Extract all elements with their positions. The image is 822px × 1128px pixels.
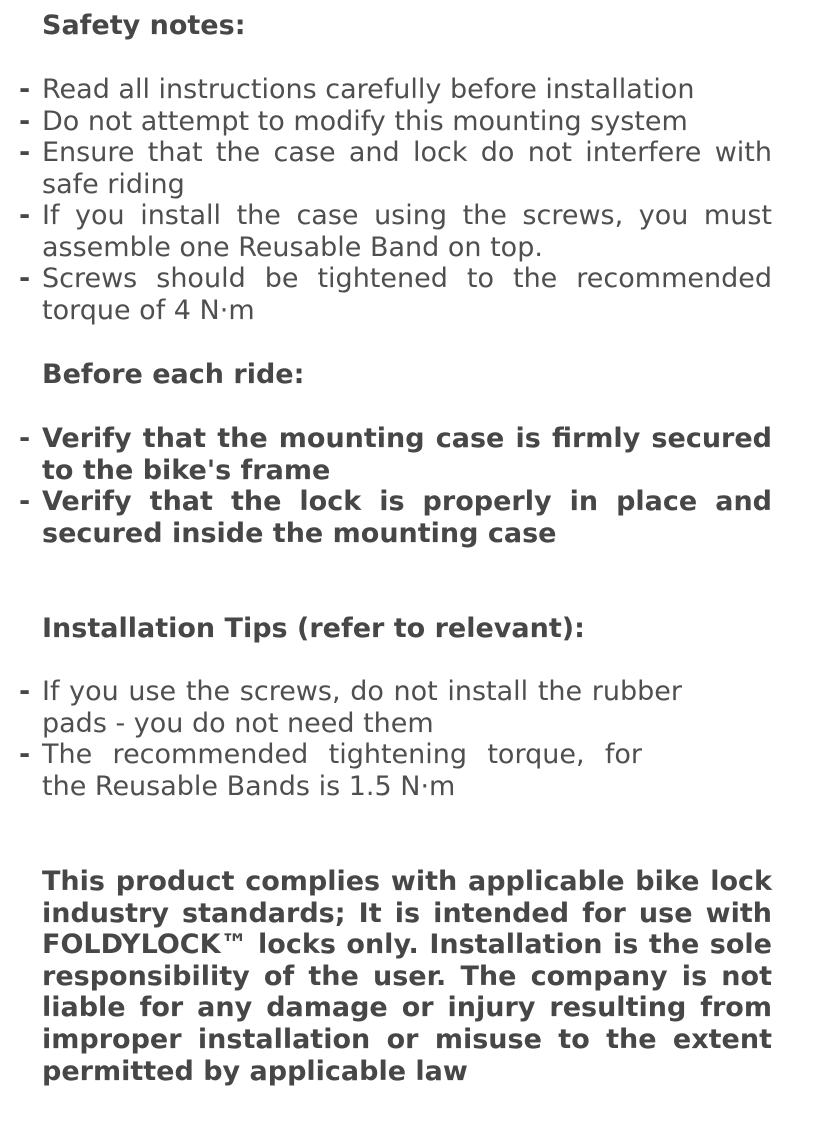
bullet-dash: - <box>19 739 31 770</box>
list-item <box>0 486 772 549</box>
safety-note-text: Do not attempt to modify this mounting system <box>42 105 688 137</box>
safety-note-text: If you install the case using the screws, you must assemble one Reusable Band on top. <box>42 200 772 263</box>
safety-note-text: Read all instructions carefully before installation <box>42 74 695 105</box>
before-ride-text: Verify that the mounting case is firmly secured to the bike's frame <box>42 423 772 486</box>
legal-disclaimer: This product complies with applicable bike lock industry standards; It is intended for use with FOLDYLOCK™ locks only. Installation is the sole responsibility of the user. The company is not liable for any damage or injury resulting from improper installation or misuse to the extent permitted by applicable law <box>42 866 772 1087</box>
before-ride-heading: Before each ride: <box>42 359 305 390</box>
list-item <box>0 137 772 200</box>
bullet-dash: - <box>19 105 31 137</box>
list-item <box>0 263 772 326</box>
list-item <box>0 739 642 802</box>
bullet-dash: - <box>19 200 31 231</box>
safety-note-text: Screws should be tightened to the recommended torque of 4 N·m <box>42 263 772 326</box>
list-item <box>0 74 772 106</box>
bullet-dash: - <box>19 137 31 168</box>
bullet-dash: - <box>19 74 31 105</box>
list-item <box>0 676 682 739</box>
safety-note-text: Ensure that the case and lock do not interfere with safe riding <box>42 137 772 200</box>
list-item <box>0 200 772 263</box>
installation-tips-heading: Installation Tips (refer to relevant): <box>42 613 585 644</box>
installation-tip-text: If you use the screws, do not install the rubber pads - you do not need them <box>42 676 682 739</box>
before-ride-text: Verify that the lock is properly in place and secured inside the mounting case <box>42 486 772 549</box>
bullet-dash: - <box>19 486 31 517</box>
installation-tip-text: The recommended tightening torque, for the Reusable Bands is 1.5 N·m <box>42 739 642 802</box>
list-item <box>0 106 772 138</box>
installation-tips-list <box>0 676 822 802</box>
before-ride-list <box>0 423 822 549</box>
bullet-dash: - <box>19 676 31 707</box>
bullet-dash: - <box>19 423 31 454</box>
bullet-dash: - <box>19 263 31 294</box>
list-item <box>0 423 772 486</box>
safety-notes-list <box>0 74 822 326</box>
safety-notes-heading: Safety notes: <box>42 10 246 41</box>
